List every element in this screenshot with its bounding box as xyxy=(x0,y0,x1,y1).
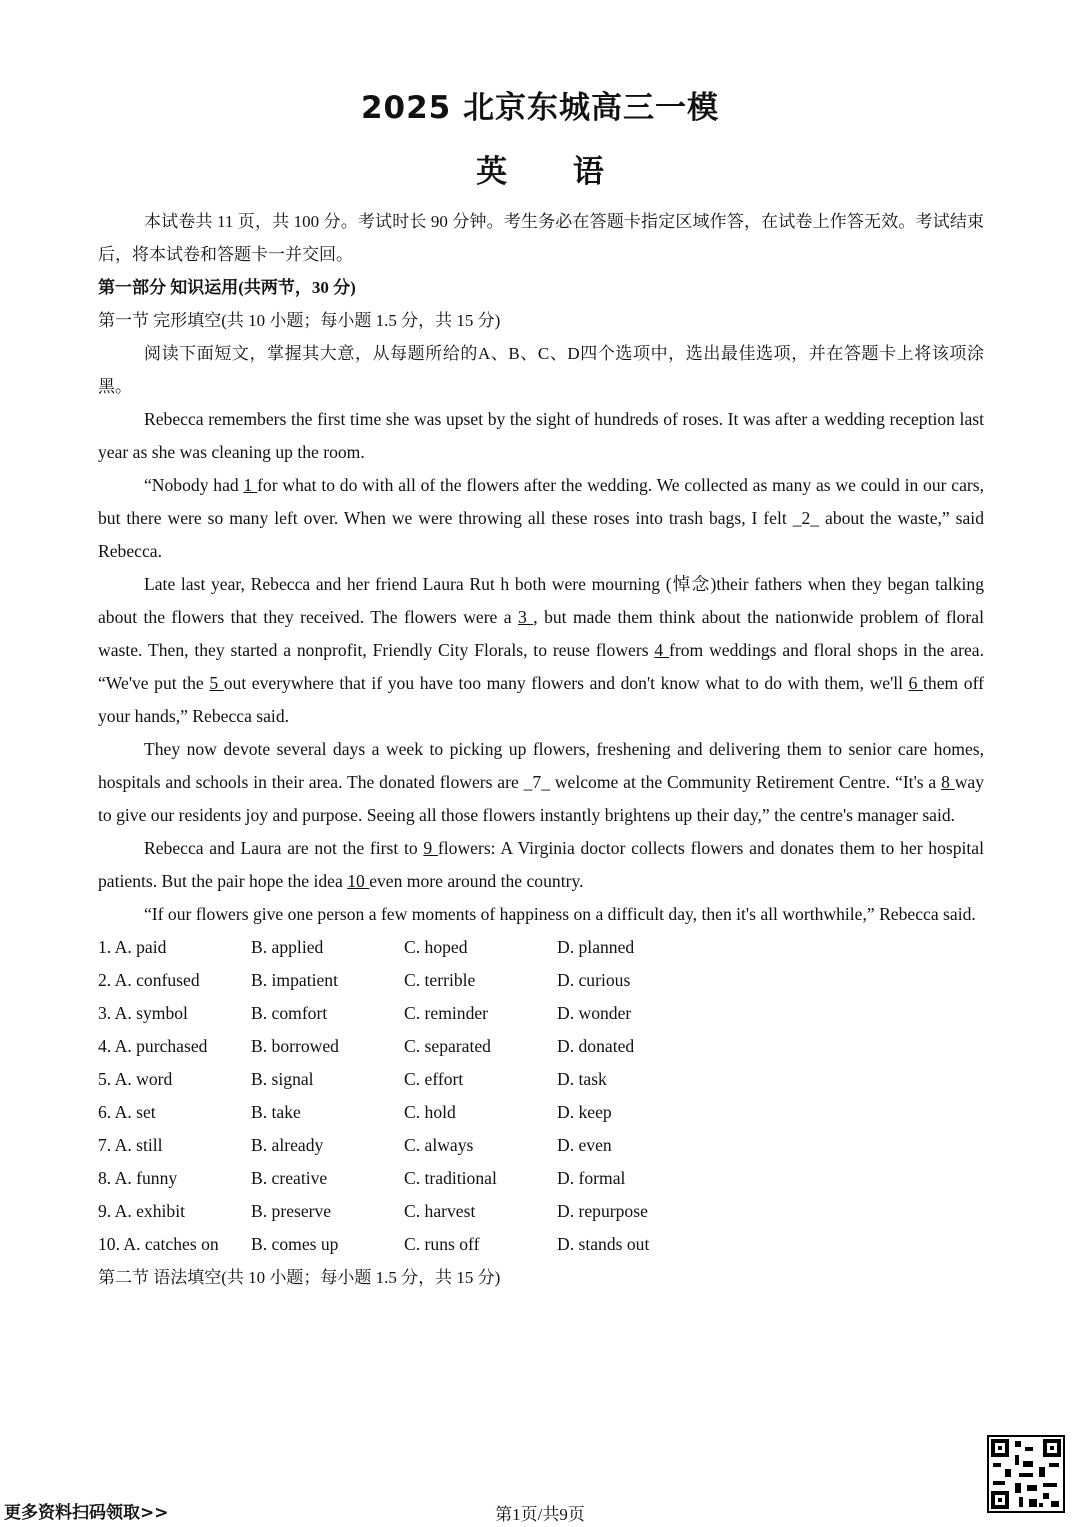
question-row xyxy=(98,1162,984,1195)
qr-module xyxy=(1025,1447,1033,1451)
option-a: 5. A. word xyxy=(98,1069,173,1089)
answer-options xyxy=(98,931,984,1261)
qr-module xyxy=(1043,1483,1057,1487)
page-title: 2025 北京东城高三一模 xyxy=(360,90,720,126)
blank-2: _2_ xyxy=(792,508,820,528)
qr-finder xyxy=(1043,1439,1061,1457)
text-run: They now devote several days a week to picking up flowers, freshening and delivering them to senior care homes, hospitals and schools in their area. The donated flowers are xyxy=(98,739,984,792)
blank-5: 5 xyxy=(209,673,224,693)
option-a: 10. A. catches on xyxy=(98,1234,219,1254)
text-run: Rebecca and Laura are not the first to xyxy=(144,838,424,858)
qr-module xyxy=(1019,1473,1033,1477)
exam-content xyxy=(98,205,984,1294)
text-run: them off your hands,” Rebecca said. xyxy=(98,673,984,726)
option-c: C. hold xyxy=(404,1102,456,1122)
question-row xyxy=(98,1063,984,1096)
option-b: B. take xyxy=(251,1102,301,1122)
qr-module xyxy=(1039,1467,1045,1477)
question-row xyxy=(98,931,984,964)
question-row xyxy=(98,964,984,997)
option-a: 7. A. still xyxy=(98,1135,163,1155)
option-c: C. hoped xyxy=(404,937,468,957)
option-a: 8. A. funny xyxy=(98,1168,178,1188)
qr-module xyxy=(1015,1455,1019,1465)
option-d: D. wonder xyxy=(557,1003,632,1023)
option-c: C. terrible xyxy=(404,970,476,990)
footer-promo-text[interactable]: 更多资料扫码领取>> xyxy=(4,1503,169,1523)
option-a: 4. A. purchased xyxy=(98,1036,208,1056)
option-b: B. creative xyxy=(251,1168,328,1188)
option-a: 9. A. exhibit xyxy=(98,1201,185,1221)
question-row xyxy=(98,1129,984,1162)
option-b: B. borrowed xyxy=(251,1036,339,1056)
option-c: C. effort xyxy=(404,1069,464,1089)
question-row xyxy=(98,1228,984,1261)
option-b: B. already xyxy=(251,1135,324,1155)
blank-1: 1 xyxy=(243,475,258,495)
option-a: 6. A. set xyxy=(98,1102,156,1122)
question-row xyxy=(98,1030,984,1063)
option-d: D. repurpose xyxy=(557,1201,648,1221)
part1-heading: 第一部分 知识运用(共两节，30 分) xyxy=(98,278,356,297)
option-d: D. keep xyxy=(557,1102,612,1122)
intro-text: 本试卷共 11 页，共 100 分。考试时长 90 分钟。考生务必在答题卡指定区域作答，在试卷上作答无效。考试结束后，将本试卷和答题卡一并交回。 xyxy=(98,212,984,264)
question-row xyxy=(98,1195,984,1228)
passage-paragraph-3 xyxy=(98,568,984,733)
option-a: 3. A. symbol xyxy=(98,1003,188,1023)
section1-instruction: 阅读下面短文，掌握其大意，从每题所给的A、B、C、D四个选项中，选出最佳选项，并在答题卡上将该项涂黑。 xyxy=(98,344,984,396)
text-run: welcome at the Community Retirement Centre. “It's a xyxy=(550,772,942,792)
option-b: B. applied xyxy=(251,937,324,957)
qr-module xyxy=(1023,1461,1033,1467)
text-run: for what to do with all of the flowers after the wedding. We collected as many as we could in our cars, but there were so many left over. When we were throwing all these roses into trash bags, I felt xyxy=(98,475,985,528)
subject-title: 英 语 xyxy=(476,154,604,190)
text-run: flowers: A Virginia doctor collects flowers and donates them to her hospital patients. But the pair hope the idea xyxy=(98,838,985,891)
text-run: out everywhere that if you have too many flowers and don't know what to do with them, we'll xyxy=(223,673,909,693)
option-d: D. stands out xyxy=(557,1234,650,1254)
qr-finder xyxy=(991,1439,1009,1457)
qr-module xyxy=(1015,1483,1021,1493)
blank-6: 6 xyxy=(908,673,924,693)
qr-module xyxy=(1043,1493,1049,1499)
option-b: B. preserve xyxy=(251,1201,332,1221)
qr-module xyxy=(993,1463,1001,1467)
qr-module xyxy=(1015,1441,1021,1447)
option-b: B. comes up xyxy=(251,1234,339,1254)
option-c: C. reminder xyxy=(404,1003,489,1023)
option-d: D. even xyxy=(557,1135,612,1155)
option-d: D. formal xyxy=(557,1168,626,1188)
option-a: 2. A. confused xyxy=(98,970,200,990)
section1-heading: 第一节 完形填空(共 10 小题；每小题 1.5 分，共 15 分) xyxy=(98,311,501,330)
option-c: C. runs off xyxy=(404,1234,480,1254)
blank-10: 10 xyxy=(347,871,370,891)
blank-8: 8 xyxy=(941,772,955,792)
option-d: D. planned xyxy=(557,937,635,957)
option-d: D. task xyxy=(557,1069,607,1089)
section2-heading: 第二节 语法填空(共 10 小题；每小题 1.5 分，共 15 分) xyxy=(98,1268,501,1287)
qr-module xyxy=(1049,1463,1059,1467)
passage-paragraph-6: “If our flowers give one person a few moments of happiness on a difficult day, then it's all worthwhile,” Rebecca said. xyxy=(144,904,976,924)
text-run: way to give our residents joy and purpose. Seeing all those flowers instantly brightens up their day,” the centre's manager said. xyxy=(98,772,984,825)
option-c: C. harvest xyxy=(404,1201,476,1221)
option-a: 1. A. paid xyxy=(98,937,167,957)
blank-7: _7_ xyxy=(523,772,550,792)
passage-paragraph-1: Rebecca remembers the first time she was upset by the sight of hundreds of roses. It was after a wedding reception last year as she was cleaning up the room. xyxy=(98,409,984,462)
option-b: B. signal xyxy=(251,1069,314,1089)
qr-module xyxy=(1027,1485,1037,1491)
option-d: D. curious xyxy=(557,970,631,990)
text-run: “Nobody had xyxy=(144,475,244,495)
option-c: C. always xyxy=(404,1135,474,1155)
qr-module xyxy=(993,1481,1005,1485)
question-row xyxy=(98,1096,984,1129)
text-run: from weddings and floral shops in the area. “We've put the xyxy=(98,640,984,693)
option-b: B. impatient xyxy=(251,970,338,990)
option-c: C. separated xyxy=(404,1036,491,1056)
passage-paragraph-5 xyxy=(98,832,984,898)
question-row xyxy=(98,997,984,1030)
text-run: about the waste,” said Rebecca. xyxy=(98,508,984,561)
option-d: D. donated xyxy=(557,1036,635,1056)
text-run: , but made them think about the nationwide problem of floral waste. Then, they started a nonprofit, Friendly City Florals, to reuse flowers xyxy=(98,607,984,660)
passage-paragraph-2 xyxy=(98,469,984,568)
text-run: even more around the country. xyxy=(369,871,584,891)
option-b: B. comfort xyxy=(251,1003,328,1023)
text-run: Late last year, Rebecca and her friend Laura Rut h both were mourning (悼念)their fathers when they began talking about the flowers that they received. The flowers were a xyxy=(98,574,984,627)
qr-module xyxy=(1005,1469,1011,1477)
option-c: C. traditional xyxy=(404,1168,497,1188)
blank-4: 4 xyxy=(654,640,670,660)
blank-9: 9 xyxy=(423,838,438,858)
page-number: 第1页/共9页 xyxy=(495,1505,585,1524)
passage-paragraph-4 xyxy=(98,733,984,832)
blank-3: 3 xyxy=(518,607,534,627)
